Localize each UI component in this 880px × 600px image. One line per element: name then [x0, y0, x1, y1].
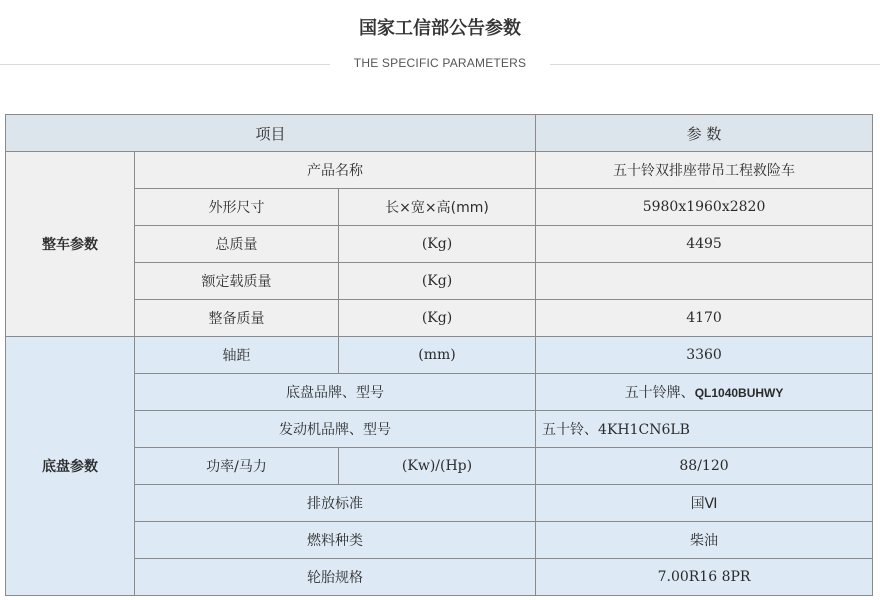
row-label: 整备质量 [135, 300, 339, 337]
row-value: 国Ⅵ [536, 485, 873, 522]
parameters-table [5, 114, 873, 596]
table-row [6, 448, 873, 485]
table-row [6, 300, 873, 337]
row-unit: (Kw)/(Hp) [339, 448, 536, 485]
row-value [536, 374, 873, 411]
divider-left [0, 64, 330, 65]
row-label: 总质量 [135, 226, 339, 263]
row-unit: (mm) [339, 337, 536, 374]
row-value: 5980x1960x2820 [536, 189, 873, 226]
group-label-chassis: 底盘参数 [6, 337, 135, 596]
table-row [6, 263, 873, 300]
row-label: 排放标准 [135, 485, 536, 522]
row-label: 底盘品牌、型号 [135, 374, 536, 411]
row-value: 五十铃、4KH1CN6LB [536, 411, 873, 448]
table-row [6, 337, 873, 374]
group-label-vehicle: 整车参数 [6, 152, 135, 337]
table-row [6, 559, 873, 596]
table-row [6, 152, 873, 189]
column-header-param: 参 数 [536, 115, 873, 152]
page-subtitle: THE SPECIFIC PARAMETERS [353, 56, 527, 70]
table-row [6, 411, 873, 448]
row-label: 外形尺寸 [135, 189, 339, 226]
table-row [6, 189, 873, 226]
row-label: 产品名称 [135, 152, 536, 189]
row-unit: 长×宽×高(mm) [339, 189, 536, 226]
row-label: 轴距 [135, 337, 339, 374]
row-value: 88/120 [536, 448, 873, 485]
divider-right [550, 64, 880, 65]
row-label: 轮胎规格 [135, 559, 536, 596]
row-value: 4495 [536, 226, 873, 263]
row-value: 五十铃双排座带吊工程救险车 [536, 152, 873, 189]
row-value: 柴油 [536, 522, 873, 559]
value-prefix: 五十铃牌、 [624, 385, 695, 401]
row-value: 7.00R16 8PR [536, 559, 873, 596]
table-row [6, 374, 873, 411]
row-label: 燃料种类 [135, 522, 536, 559]
column-header-item: 项目 [6, 115, 536, 152]
row-label: 功率/马力 [135, 448, 339, 485]
table-row [6, 522, 873, 559]
subtitle-row [0, 54, 880, 74]
row-value [536, 263, 873, 300]
value-code: QL1040BUHWY [694, 386, 784, 400]
row-unit: (Kg) [339, 226, 536, 263]
table-header-row [6, 115, 873, 152]
table-row [6, 485, 873, 522]
row-unit: (Kg) [339, 300, 536, 337]
row-value: 3360 [536, 337, 873, 374]
page-title: 国家工信部公告参数 [359, 18, 521, 39]
table-row [6, 226, 873, 263]
row-label: 额定载质量 [135, 263, 339, 300]
row-label: 发动机品牌、型号 [135, 411, 536, 448]
row-unit: (Kg) [339, 263, 536, 300]
row-value: 4170 [536, 300, 873, 337]
